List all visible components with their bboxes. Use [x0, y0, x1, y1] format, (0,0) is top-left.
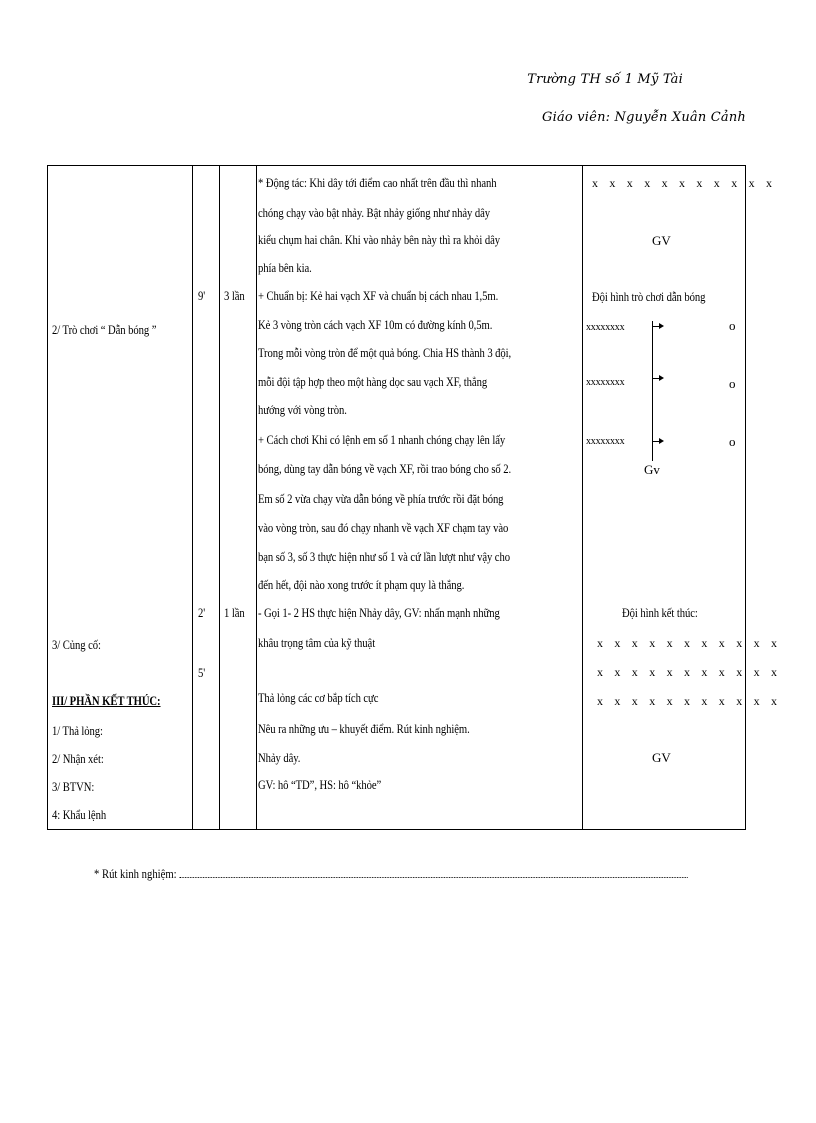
method-line: bạn số 3, số 3 thực hiện như số 1 và cứ lần lượt như vậy cho: [258, 549, 510, 564]
arrow-icon: [651, 373, 665, 387]
formation-title: Đội hình trò chơi dẫn bóng: [592, 289, 706, 304]
method-line: chóng chạy vào bật nhảy. Bật nhảy giống như nhảy dây: [258, 205, 491, 220]
game-time: 9': [198, 288, 206, 303]
method-line: khâu trọng tâm của kỹ thuật: [258, 635, 376, 650]
team-row: xxxxxxxx: [586, 436, 625, 447]
method-line: kiểu chụm hai chân. Khi vào nhảy bên này thì ra khỏi dây: [258, 232, 501, 247]
method-line: Em số 2 vừa chạy vừa dẫn bóng về phía trước rồi đặt bóng: [258, 491, 504, 506]
start-line: [652, 321, 653, 461]
method-line: * Động tác: Khi dây tới điểm cao nhất trên đầu thì nhanh: [258, 175, 497, 190]
column-divider: [256, 166, 257, 829]
ball-circle: o: [729, 318, 736, 333]
method-line: hướng với vòng tròn.: [258, 402, 347, 417]
teacher-marker: GV: [652, 750, 671, 765]
method-line: Kẻ 3 vòng tròn cách vạch XF 10m có đường kính 0,5m.: [258, 317, 493, 332]
game-reps: 3 lần: [224, 288, 245, 303]
notes-fill-line: [179, 866, 687, 878]
method-line: Thả lỏng các cơ bắp tích cực: [258, 690, 379, 705]
team-row: xxxxxxxx: [586, 322, 625, 333]
ending-time: 5': [198, 665, 206, 680]
method-line: Trong mỗi vòng tròn để một quả bóng. Chia HS thành 3 đội,: [258, 345, 512, 360]
column-divider: [219, 166, 220, 829]
teacher-marker: Gv: [644, 462, 660, 477]
method-line: Nêu ra những ưu – khuyết điểm. Rút kinh nghiệm.: [258, 721, 470, 736]
review-time: 2': [198, 605, 206, 620]
column-divider: [192, 166, 193, 829]
method-line: + Chuẩn bị: Kẻ hai vạch XF và chuẩn bị cách nhau 1,5m.: [258, 288, 499, 303]
school-name: Trường TH số 1 Mỹ Tài: [527, 72, 683, 87]
formation-row: x x x x x x x x x x x: [597, 636, 782, 650]
ball-circle: o: [729, 434, 736, 449]
method-line: đến hết, đội nào xong trước ít phạm quy là thắng.: [258, 577, 465, 592]
column-divider: [582, 166, 583, 829]
lesson-table: [47, 165, 782, 830]
review-title: 3/ Củng cố:: [52, 637, 101, 652]
ball-circle: o: [729, 376, 736, 391]
method-line: - Gọi 1- 2 HS thực hiện Nhảy dây, GV: nhấn mạnh những: [258, 605, 500, 620]
arrow-icon: [651, 436, 665, 450]
ending-item: 4: Khẩu lệnh: [52, 807, 107, 822]
review-reps: 1 lần: [224, 605, 245, 620]
formation-title: Đội hình kết thúc:: [622, 605, 698, 620]
method-line: Nhảy dây.: [258, 750, 301, 765]
method-line: mỗi đội tập hợp theo một hàng dọc sau vạch XF, thẳng: [258, 374, 488, 389]
teacher-name: Giáo viên: Nguyễn Xuân Cảnh: [542, 110, 746, 125]
method-line: + Cách chơi Khi có lệnh em số 1 nhanh chóng chạy lên lấy: [258, 432, 506, 447]
ending-item: 2/ Nhận xét:: [52, 751, 104, 766]
ending-item: 3/ BTVN:: [52, 779, 95, 794]
ending-item: 1/ Thả lỏng:: [52, 723, 103, 738]
lesson-notes: [94, 866, 688, 882]
ending-heading: III/ PHẦN KẾT THÚC:: [52, 693, 161, 708]
teacher-marker: GV: [652, 233, 671, 248]
formation-row: x x x x x x x x x x x: [592, 176, 777, 190]
notes-label: * Rút kinh nghiệm:: [94, 866, 177, 881]
team-row: xxxxxxxx: [586, 377, 625, 388]
game-title: 2/ Trò chơi “ Dẫn bóng ”: [52, 322, 157, 337]
formation-row: x x x x x x x x x x x: [597, 694, 782, 708]
arrow-icon: [651, 321, 665, 335]
method-line: GV: hô “TD”, HS: hô “khỏe”: [258, 777, 382, 792]
formation-row: x x x x x x x x x x x: [597, 665, 782, 679]
method-line: phía bên kia.: [258, 260, 312, 275]
method-line: bóng, dùng tay dẫn bóng về vạch XF, rồi trao bóng cho số 2.: [258, 461, 512, 476]
method-line: vào vòng tròn, sau đó chạy nhanh về vạch XF chạm tay vào: [258, 520, 509, 535]
